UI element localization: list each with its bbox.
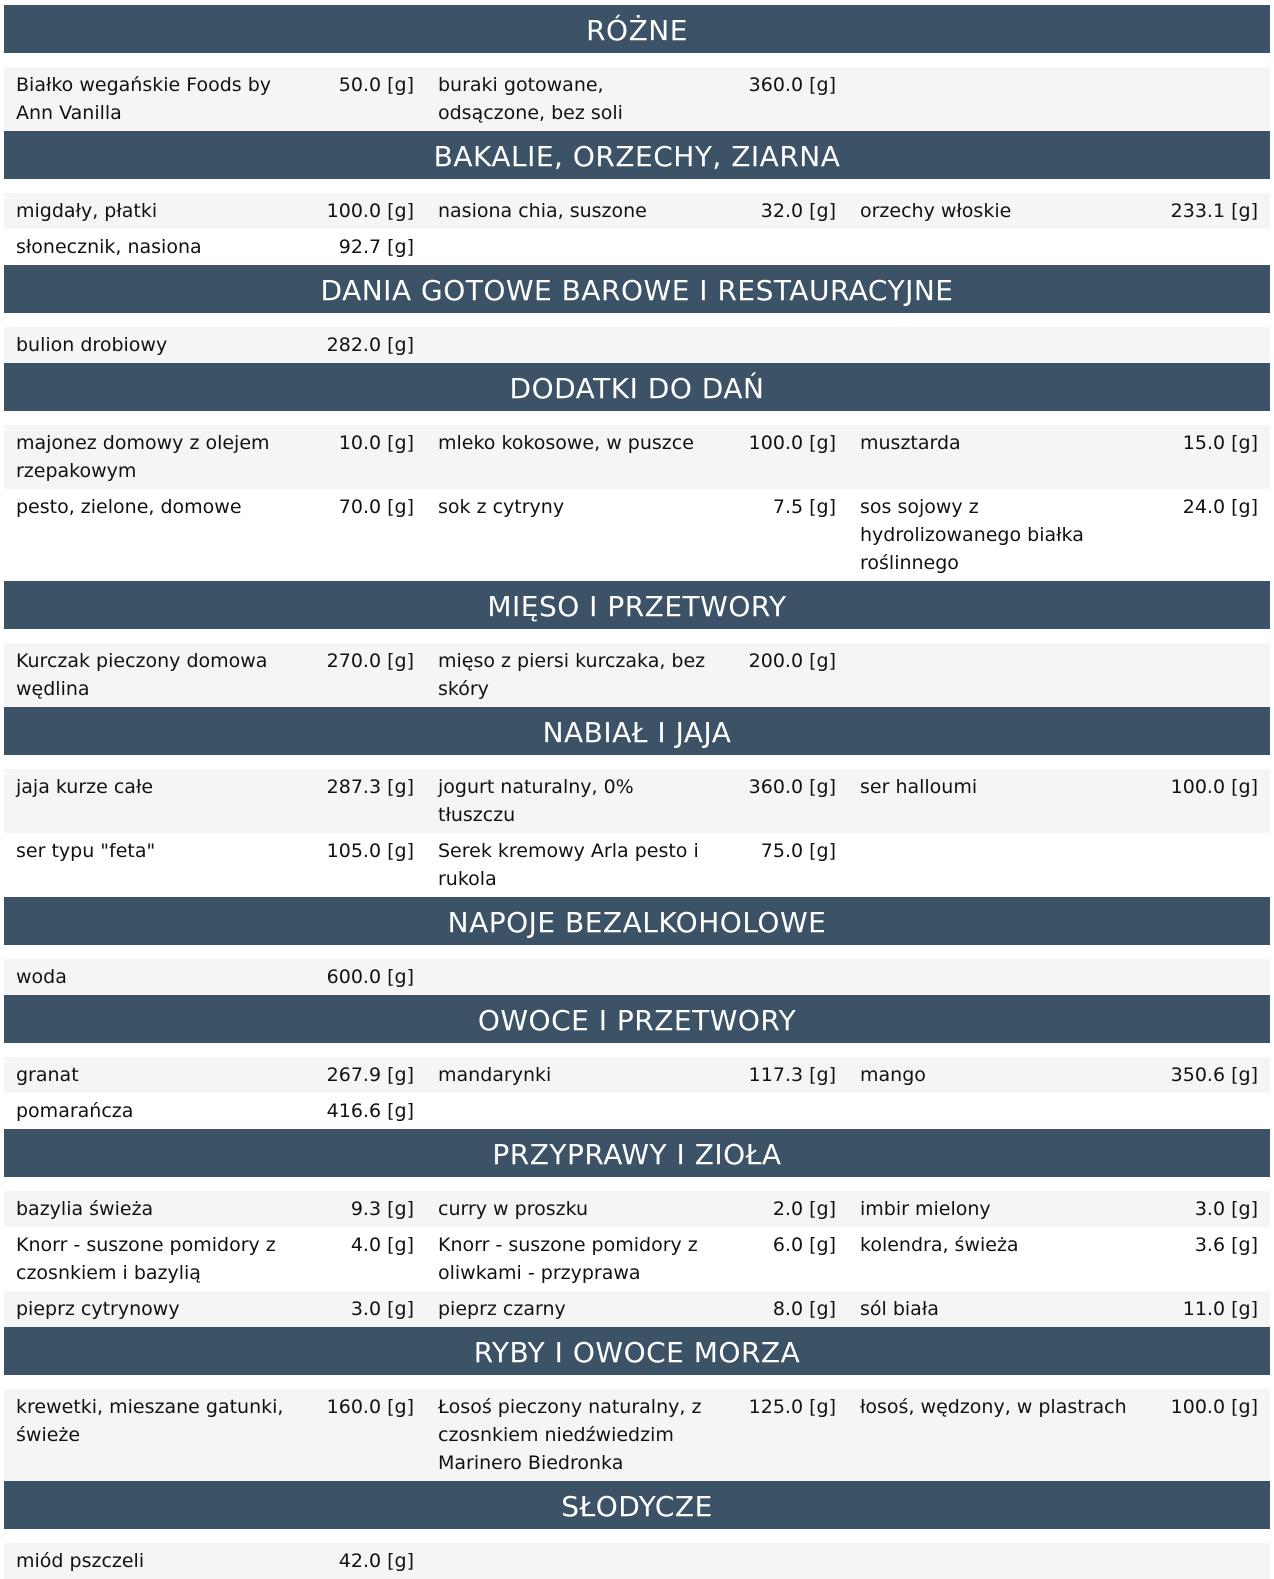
list-item (426, 429, 848, 457)
item-row (4, 769, 1270, 833)
item-name: nasiona chia, suszone (438, 200, 647, 222)
item-amount: 200.0 [g] (748, 650, 836, 672)
category-items (4, 1177, 1270, 1327)
item-row (4, 959, 1270, 995)
item-amount: 125.0 [g] (748, 1396, 836, 1418)
category-section (4, 5, 1270, 131)
item-name: krewetki, mieszane gatunki, świeże (16, 1396, 284, 1446)
category-header: DANIA GOTOWE BAROWE I RESTAURACYJNE (4, 265, 1270, 313)
item-amount: 416.6 [g] (326, 1100, 414, 1122)
list-item (426, 1393, 848, 1477)
item-row (4, 1291, 1270, 1327)
list-item (4, 837, 426, 865)
item-row (4, 67, 1270, 131)
item-name: pomarańcza (16, 1100, 134, 1122)
list-item (4, 493, 426, 521)
item-row (4, 1057, 1270, 1093)
item-name: miód pszczeli (16, 1550, 145, 1572)
item-name: Kurczak pieczony domowa wędlina (16, 650, 268, 700)
item-row (4, 1227, 1270, 1291)
category-header: BAKALIE, ORZECHY, ZIARNA (4, 131, 1270, 179)
category-items (4, 755, 1270, 897)
category-header: NAPOJE BEZALKOHOLOWE (4, 897, 1270, 945)
category-items (4, 1375, 1270, 1481)
list-item (426, 197, 848, 225)
list-item (4, 963, 426, 991)
category-items (4, 1043, 1270, 1129)
item-name: pesto, zielone, domowe (16, 496, 242, 518)
list-item (426, 493, 848, 521)
item-amount: 270.0 [g] (326, 650, 414, 672)
list-item (848, 1393, 1270, 1421)
item-amount: 2.0 [g] (772, 1198, 836, 1220)
category-header: SŁODYCZE (4, 1481, 1270, 1529)
item-name: Łosoś pieczony naturalny, z czosnkiem niedźwiedzim Marinero Biedronka (438, 1396, 702, 1474)
item-name: łosoś, wędzony, w plastrach (860, 1396, 1127, 1418)
item-name: pieprz czarny (438, 1298, 566, 1320)
list-item (4, 1295, 426, 1323)
item-name: jogurt naturalny, 0% tłuszczu (438, 776, 634, 826)
item-row (4, 229, 1270, 265)
list-item (4, 331, 426, 359)
item-name: słonecznik, nasiona (16, 236, 202, 258)
item-name: bulion drobiowy (16, 334, 168, 356)
item-row (4, 643, 1270, 707)
list-item (848, 1195, 1270, 1223)
category-section (4, 363, 1270, 581)
category-section (4, 265, 1270, 363)
item-name: imbir mielony (860, 1198, 991, 1220)
category-header: OWOCE I PRZETWORY (4, 995, 1270, 1043)
category-header: MIĘSO I PRZETWORY (4, 581, 1270, 629)
list-item (4, 429, 426, 485)
item-amount: 282.0 [g] (326, 334, 414, 356)
item-amount: 11.0 [g] (1182, 1298, 1258, 1320)
item-amount: 100.0 [g] (748, 432, 836, 454)
item-name: curry w proszku (438, 1198, 589, 1220)
item-name: sos sojowy z hydrolizowanego białka roślinnego (860, 496, 1084, 574)
list-item (426, 647, 848, 703)
list-item (4, 1061, 426, 1089)
list-item (426, 1061, 848, 1089)
item-row (4, 833, 1270, 897)
item-name: ser halloumi (860, 776, 978, 798)
item-row (4, 489, 1270, 581)
item-row (4, 1543, 1270, 1579)
item-amount: 75.0 [g] (760, 840, 836, 862)
item-amount: 267.9 [g] (326, 1064, 414, 1086)
category-header: PRZYPRAWY I ZIOŁA (4, 1129, 1270, 1177)
item-name: kolendra, świeża (860, 1234, 1019, 1256)
list-item (4, 773, 426, 801)
item-name: Serek kremowy Arla pesto i rukola (438, 840, 699, 890)
item-name: buraki gotowane, odsączone, bez soli (438, 74, 623, 124)
item-amount: 7.5 [g] (772, 496, 836, 518)
list-item (426, 1195, 848, 1223)
item-amount: 3.0 [g] (1194, 1198, 1258, 1220)
item-amount: 4.0 [g] (350, 1234, 414, 1256)
list-item (4, 1547, 426, 1575)
category-header: RYBY I OWOCE MORZA (4, 1327, 1270, 1375)
item-name: mięso z piersi kurczaka, bez skóry (438, 650, 706, 700)
item-amount: 9.3 [g] (350, 1198, 414, 1220)
list-item (848, 1295, 1270, 1323)
item-name: migdały, płatki (16, 200, 158, 222)
category-section (4, 897, 1270, 995)
item-amount: 10.0 [g] (338, 432, 414, 454)
item-name: Białko wegańskie Foods by Ann Vanilla (16, 74, 272, 124)
item-name: granat (16, 1064, 79, 1086)
item-amount: 117.3 [g] (748, 1064, 836, 1086)
category-items (4, 1529, 1270, 1579)
category-section (4, 1481, 1270, 1579)
item-name: orzechy włoskie (860, 200, 1012, 222)
item-amount: 42.0 [g] (338, 1550, 414, 1572)
list-item (426, 837, 848, 893)
list-item (4, 647, 426, 703)
item-amount: 105.0 [g] (326, 840, 414, 862)
list-item (4, 1393, 426, 1449)
category-section (4, 707, 1270, 897)
item-name: jaja kurze całe (16, 776, 154, 798)
category-section (4, 131, 1270, 265)
item-name: Knorr - suszone pomidory z czosnkiem i bazylią (16, 1234, 276, 1284)
item-amount: 50.0 [g] (338, 74, 414, 96)
category-header: NABIAŁ I JAJA (4, 707, 1270, 755)
list-item (426, 71, 848, 127)
item-row (4, 425, 1270, 489)
item-name: mandarynki (438, 1064, 552, 1086)
category-items (4, 179, 1270, 265)
item-amount: 24.0 [g] (1182, 496, 1258, 518)
item-amount: 287.3 [g] (326, 776, 414, 798)
category-section (4, 1129, 1270, 1327)
item-amount: 360.0 [g] (748, 776, 836, 798)
item-row (4, 193, 1270, 229)
item-name: sól biała (860, 1298, 939, 1320)
item-name: Knorr - suszone pomidory z oliwkami - przyprawa (438, 1234, 698, 1284)
category-items (4, 313, 1270, 363)
category-section (4, 581, 1270, 707)
category-items (4, 411, 1270, 581)
item-name: pieprz cytrynowy (16, 1298, 180, 1320)
item-amount: 3.6 [g] (1194, 1234, 1258, 1256)
list-item (426, 1231, 848, 1287)
item-amount: 360.0 [g] (748, 74, 836, 96)
category-items (4, 53, 1270, 131)
list-item (848, 429, 1270, 457)
list-item (4, 71, 426, 127)
category-items (4, 629, 1270, 707)
list-item (4, 1097, 426, 1125)
item-row (4, 1191, 1270, 1227)
item-name: woda (16, 966, 67, 988)
list-item (4, 197, 426, 225)
item-row (4, 1093, 1270, 1129)
item-amount: 92.7 [g] (338, 236, 414, 258)
item-name: mleko kokosowe, w puszce (438, 432, 694, 454)
list-item (4, 1231, 426, 1287)
list-item (426, 1295, 848, 1323)
item-amount: 100.0 [g] (1170, 1396, 1258, 1418)
item-amount: 8.0 [g] (772, 1298, 836, 1320)
item-row (4, 327, 1270, 363)
item-name: mango (860, 1064, 926, 1086)
item-name: bazylia świeża (16, 1198, 154, 1220)
item-amount: 160.0 [g] (326, 1396, 414, 1418)
item-amount: 350.6 [g] (1170, 1064, 1258, 1086)
item-amount: 3.0 [g] (350, 1298, 414, 1320)
list-item (4, 1195, 426, 1223)
item-amount: 6.0 [g] (772, 1234, 836, 1256)
list-item (848, 773, 1270, 801)
item-amount: 100.0 [g] (1170, 776, 1258, 798)
list-item (848, 197, 1270, 225)
list-item (848, 1061, 1270, 1089)
category-header: DODATKI DO DAŃ (4, 363, 1270, 411)
item-name: musztarda (860, 432, 961, 454)
list-item (848, 493, 1270, 577)
item-row (4, 1389, 1270, 1481)
item-amount: 32.0 [g] (760, 200, 836, 222)
item-name: majonez domowy z olejem rzepakowym (16, 432, 270, 482)
item-name: ser typu "feta" (16, 840, 156, 862)
item-amount: 15.0 [g] (1182, 432, 1258, 454)
list-item (426, 773, 848, 829)
category-section (4, 995, 1270, 1129)
list-item (848, 1231, 1270, 1259)
category-section (4, 1327, 1270, 1481)
item-name: sok z cytryny (438, 496, 565, 518)
item-amount: 600.0 [g] (326, 966, 414, 988)
item-amount: 100.0 [g] (326, 200, 414, 222)
category-header: RÓŻNE (4, 5, 1270, 53)
category-items (4, 945, 1270, 995)
item-amount: 70.0 [g] (338, 496, 414, 518)
list-item (4, 233, 426, 261)
item-amount: 233.1 [g] (1170, 200, 1258, 222)
